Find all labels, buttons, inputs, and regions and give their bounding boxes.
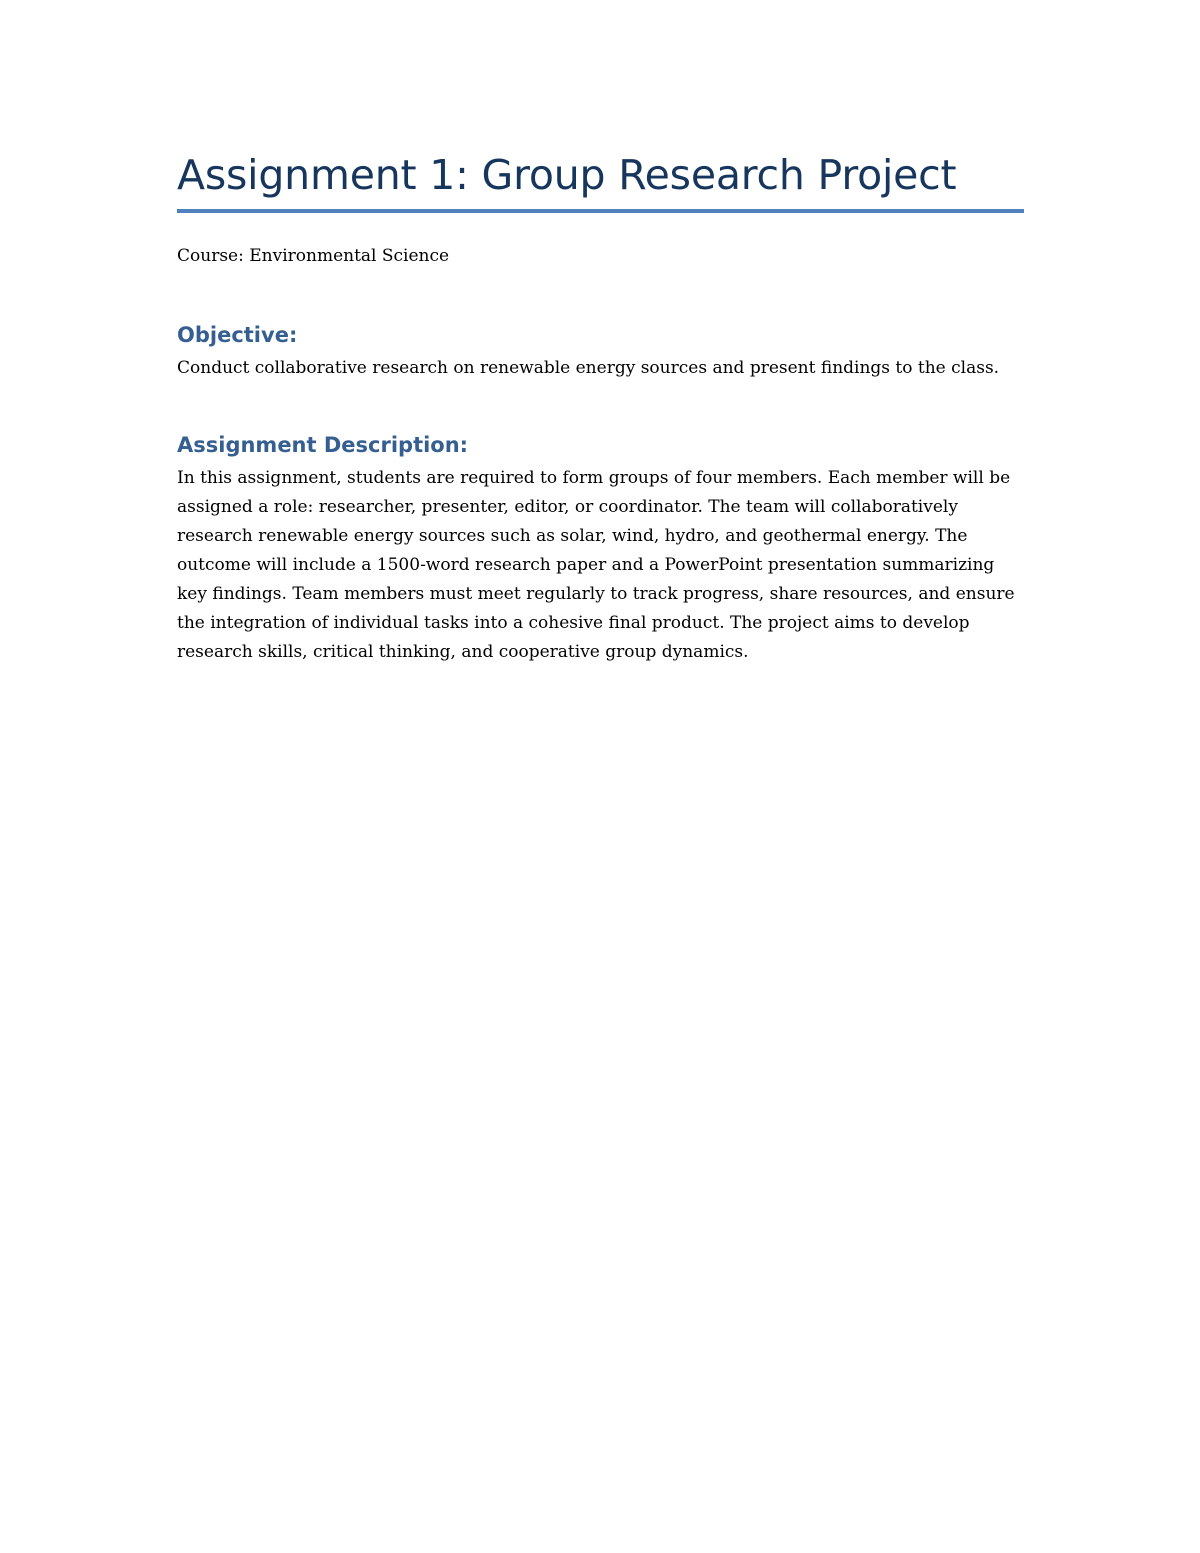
document-title: Assignment 1: Group Research Project <box>177 151 957 199</box>
title-underline-rule <box>177 209 1024 213</box>
document-body <box>177 147 1024 667</box>
objective-heading: Objective: <box>177 323 298 347</box>
objective-paragraph: Conduct collaborative research on renewable energy sources and present findings to the class. <box>177 358 1000 378</box>
assignment-description-heading: Assignment Description: <box>177 433 469 457</box>
assignment-description-paragraph: In this assignment, students are required to form groups of four members. Each member will be assigned a role: researcher, presenter, editor, or coordinator. The team will collaboratively research renewable energy sources such as solar, wind, hydro, and geothermal energy. The outcome will include a 1500-word research paper and a PowerPoint presentation summarizing key findings. Team members must meet regularly to track progress, share resources, and ensure the integration of individual tasks into a cohesive final product. The project aims to develop research skills, critical thinking, and cooperative group dynamics. <box>177 468 1015 662</box>
course-line: Course: Environmental Science <box>177 246 450 266</box>
